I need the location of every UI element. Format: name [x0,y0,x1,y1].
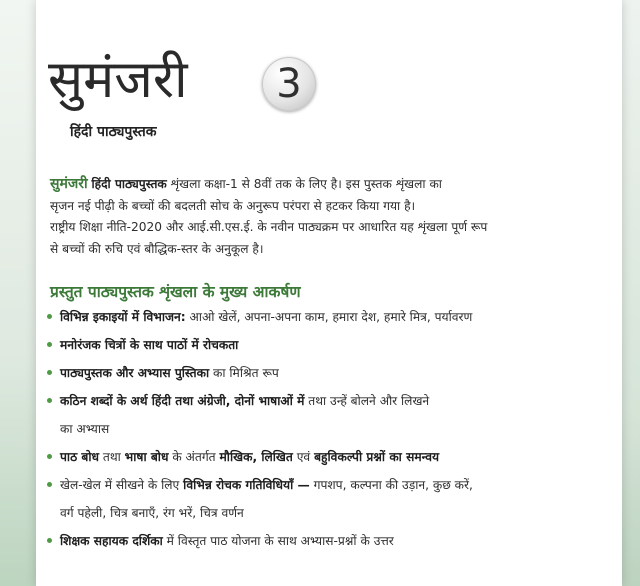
feature-item [46,530,616,552]
feature-bold: विभिन्न इकाइयों में विभाजन: [60,310,186,324]
feature-bold: पाठ्यपुस्तक और अभ्यास पुस्तिका [60,366,210,380]
bullet-icon [47,342,52,347]
feature-bold: बहुविकल्पी प्रश्नों का समन्वय [314,450,440,464]
book-subtitle: हिंदी पाठ्यपुस्तक [70,124,157,140]
feature-item [46,446,616,468]
book-page [36,0,622,586]
volume-badge [262,57,316,111]
feature-item [46,390,616,440]
feature-text: तथा उन्हें बोलने और लिखने [308,394,430,408]
intro-paragraph [50,174,610,260]
feature-continuation: का अभ्यास [60,422,110,436]
feature-bold: पाठ बोध [60,450,100,464]
feature-text: में विस्तृत पाठ योजना के साथ अभ्यास-प्रश्नों के उत्तर [166,534,394,548]
features-heading: प्रस्तुत पाठ्यपुस्तक शृंखला के मुख्य आकर्षण [50,283,301,301]
feature-text: खेल-खेल में सीखने के लिए [60,478,180,492]
bullet-icon [47,398,52,403]
feature-item [46,474,616,524]
bullet-icon [47,370,52,375]
bullet-icon [47,454,52,459]
feature-text: तथा [102,450,121,464]
feature-item [46,306,616,328]
feature-bold: शिक्षक सहायक दर्शिका [60,534,163,548]
feature-bold: भाषा बोध [124,450,169,464]
bullet-icon [47,538,52,543]
intro-bold: हिंदी पाठ्यपुस्तक [91,177,167,191]
background-right-edge [622,0,640,586]
feature-text: गपशप, कल्पना की उड़ान, कुछ करें, [313,478,473,492]
feature-item [46,362,616,384]
volume-number: 3 [276,61,302,107]
features-list [46,306,616,552]
feature-text: एवं [296,450,311,464]
feature-bold: कठिन शब्दों के अर्थ हिंदी तथा अंग्रेजी, दोनों भाषाओं में [60,394,305,408]
intro-line-4: से बच्चों की रुचि एवं बौद्धिक-स्तर के अनुकूल है। [50,241,264,256]
feature-text: का मिश्रित रूप [213,366,279,380]
book-title: सुमंजरी [48,50,188,110]
background-left-edge [0,0,40,586]
feature-continuation: वर्ग पहेली, चित्र बनाएँ, रंग भरें, चित्र वर्णन [60,506,244,520]
intro-line-1-rest: शृंखला कक्षा-1 से 8वीं तक के लिए है। इस पुस्तक शृंखला का [170,177,442,191]
intro-line-3: राष्ट्रीय शिक्षा नीति-2020 और आई.सी.एस.ई. के नवीन पाठ्यक्रम पर आधारित यह शृंखला पूर्ण रूप [50,220,488,234]
feature-text: आओ खेलें, अपना-अपना काम, हमारा देश, हमारे मित्र, पर्यावरण [189,310,473,324]
intro-line-2: सृजन नई पीढ़ी के बच्चों की बदलती सोच के अनुरूप परंपरा से हटकर किया गया है। [50,198,416,213]
bullet-icon [47,314,52,319]
feature-bold: मौखिक, लिखित [219,450,293,464]
intro-line-1 [50,174,610,196]
intro-brand: सुमंजरी [50,176,88,192]
bullet-icon [47,482,52,487]
feature-bold: विभिन्न रोचक गतिविधियाँ — [183,478,310,492]
feature-bold: मनोरंजक चित्रों के साथ पाठों में रोचकता [60,338,239,352]
feature-text: के अंतर्गत [172,450,216,464]
feature-item [46,334,616,356]
